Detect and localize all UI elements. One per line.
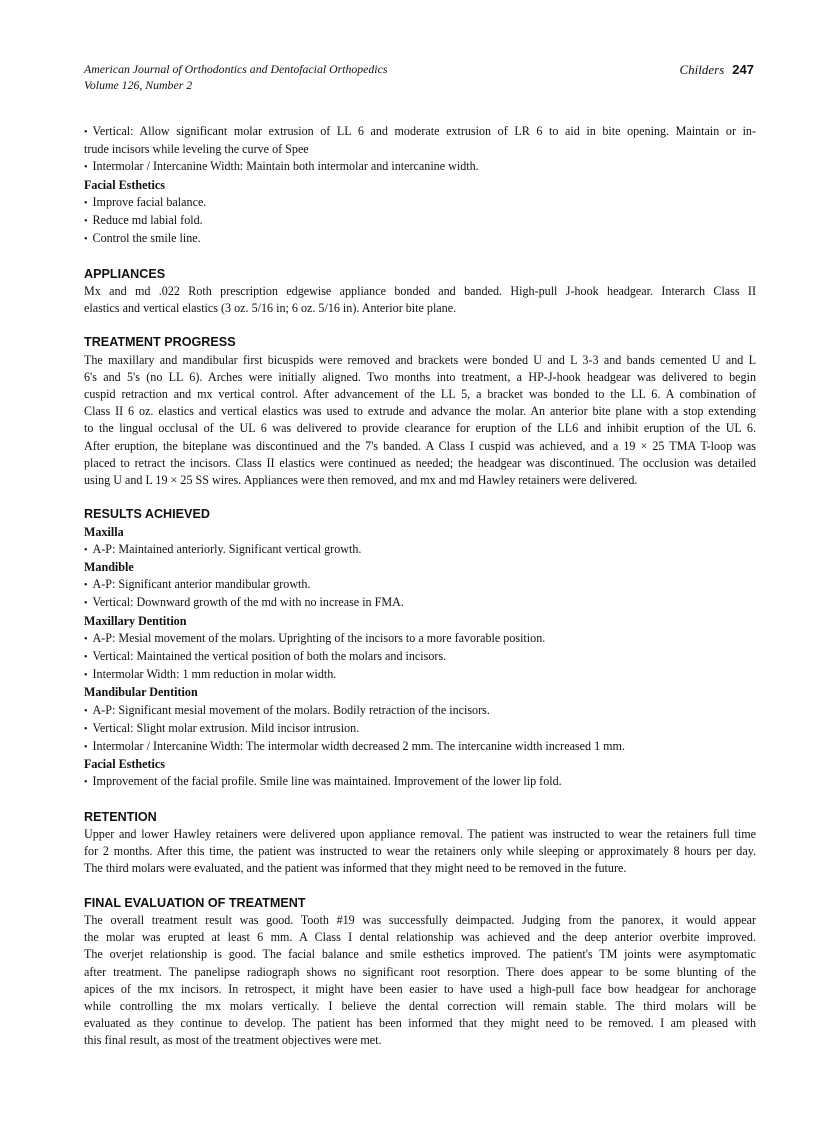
bullet-item: • Improvement of the facial profile. Smile line was maintained. Improvement of the lower lip fold.	[84, 773, 756, 791]
section-heading-final: FINAL EVALUATION OF TREATMENT	[84, 895, 306, 910]
bullet-item: • A-P: Maintained anteriorly. Significant vertical growth.	[84, 541, 756, 559]
subheading-facial-esthetics: Facial Esthetics	[84, 177, 165, 192]
paragraph-line: apices of the mx incisors. In retrospect, it might have been easier to have used a high-pull face bow headgear for anchorage	[84, 981, 756, 996]
paragraph-line: cuspid retraction and mx vertical control. After advancement of the LL 5, a bracket was bonded to the LL 6. A combination of	[84, 387, 756, 402]
header-right	[680, 62, 755, 78]
page-number: 247	[732, 62, 754, 77]
paragraph-line: placed to retract the incisors. Class II elastics were continued as needed; the headgear was discontinued. The occlusion was detailed	[84, 455, 756, 470]
bullet-line: trude incisors while leveling the curve of Spee	[84, 142, 309, 157]
author-name: Childers	[679, 62, 725, 77]
article-body	[84, 123, 756, 1050]
paragraph-line: Upper and lower Hawley retainers were delivered upon appliance removal. The patient was instructed to wear the retainers full time	[84, 827, 756, 842]
journal-title: American Journal of Orthodontics and Dentofacial Orthopedics	[84, 62, 388, 76]
bullet-line: • Intermolar / Intercanine Width: Maintain both intermolar and intercanine width.	[84, 158, 756, 176]
bullet-item: • Vertical: Slight molar extrusion. Mild incisor intrusion.	[84, 720, 756, 738]
bullet-item: • Reduce md labial fold.	[84, 212, 756, 230]
subheading: Maxilla	[84, 524, 124, 539]
paragraph-line: Mx and md .022 Roth prescription edgewise appliance bonded and banded. High-pull J-hook headgear. Interarch Class II	[84, 283, 756, 298]
bullet-item: • Improve facial balance.	[84, 194, 756, 212]
paragraph-line: using U and L 19 × 25 SS wires. Appliances were then removed, and mx and md Hawley retainers were delivered.	[84, 473, 638, 488]
paragraph-line: to the lingual occlusal of the UL 6 was delivered to provide clearance for eruption of the LL6 and inhibit eruption of the UL 6.	[84, 421, 756, 436]
section-heading-results: RESULTS ACHIEVED	[84, 507, 210, 522]
paragraph-line: for 2 months. After this time, the patient was instructed to wear the retainers only while sleeping or approximately 8 hours per day.	[84, 844, 756, 859]
section-heading-appliances: APPLIANCES	[84, 266, 166, 281]
bullet-item: • A-P: Mesial movement of the molars. Uprighting of the incisors to a more favorable position.	[84, 630, 756, 648]
paragraph-line: The maxillary and mandibular first bicuspids were removed and brackets were bonded U and L 3-3 and bands cemented U and L	[84, 352, 756, 367]
bullet-item: • A-P: Significant anterior mandibular growth.	[84, 576, 756, 594]
subheading: Facial Esthetics	[84, 757, 165, 772]
section-heading-retention: RETENTION	[84, 809, 157, 824]
subheading: Mandible	[84, 560, 134, 575]
paragraph-line: elastics and vertical elastics (3 oz. 5/16 in; 6 oz. 5/16 in). Anterior bite plane.	[84, 301, 457, 316]
paragraph-line: After eruption, the biteplane was discontinued and the 7's banded. A Class I cuspid was achieved, and a 19 × 25 TMA T-loop was	[84, 438, 756, 453]
subheading: Maxillary Dentition	[84, 613, 187, 628]
running-header	[84, 62, 387, 93]
paragraph-line: evaluated as they continue to develop. The patient has been informed that they might need to be removed. I am pleased with	[84, 1016, 756, 1031]
subheading: Mandibular Dentition	[84, 685, 198, 700]
paragraph-line: while controlling the mx molars vertically. I believe the dental correction will remain stable. The third molars will be	[84, 999, 756, 1014]
bullet-item: • Vertical: Downward growth of the md with no increase in FMA.	[84, 594, 756, 612]
bullet-item: • Control the smile line.	[84, 230, 756, 248]
journal-volume: Volume 126, Number 2	[84, 77, 193, 92]
paragraph-line: The overall treatment result was good. Tooth #19 was successfully deimpacted. Judging from the panorex, it would appear	[84, 913, 756, 928]
paragraph-line: 6's and 5's (no LL 6). Arches were initially aligned. Two months into treatment, a HP-J-hook headgear was delivered to begin	[84, 369, 756, 384]
paragraph-line: the molar was erupted at least 6 mm. A Class I dental relationship was achieved and the deep anterior overbite improved.	[84, 930, 756, 945]
bullet-item: • Vertical: Maintained the vertical position of both the molars and incisors.	[84, 648, 756, 666]
bullet-item: • Intermolar Width: 1 mm reduction in molar width.	[84, 666, 756, 684]
paragraph-line: this final result, as most of the treatment objectives were met.	[84, 1033, 382, 1048]
paragraph-line: after treatment. The panelipse radiograph shows no significant root resorption. There does appear to be some blunting of the	[84, 964, 756, 979]
bullet-line: • Vertical: Allow significant molar extrusion of LL 6 and moderate extrusion of LR 6 to aid in bite opening. Maintain or in-	[84, 123, 756, 141]
paragraph-line: Class II 6 oz. elastics and vertical elastics was used to extrude and advance the molar. An anterior bite plane with a stop extending	[84, 404, 756, 419]
paragraph-line: The overjet relationship is good. The facial balance and smile esthetics improved. The patient's TM joints were asymptomatic	[84, 947, 756, 962]
bullet-item: • A-P: Significant mesial movement of the molars. Bodily retraction of the incisors.	[84, 702, 756, 720]
section-heading-progress: TREATMENT PROGRESS	[84, 335, 236, 350]
paragraph-line: The third molars were evaluated, and the patient was informed that they might need to be removed in the future.	[84, 861, 627, 876]
bullet-item: • Intermolar / Intercanine Width: The intermolar width decreased 2 mm. The intercanine width increased 1 mm.	[84, 738, 756, 756]
